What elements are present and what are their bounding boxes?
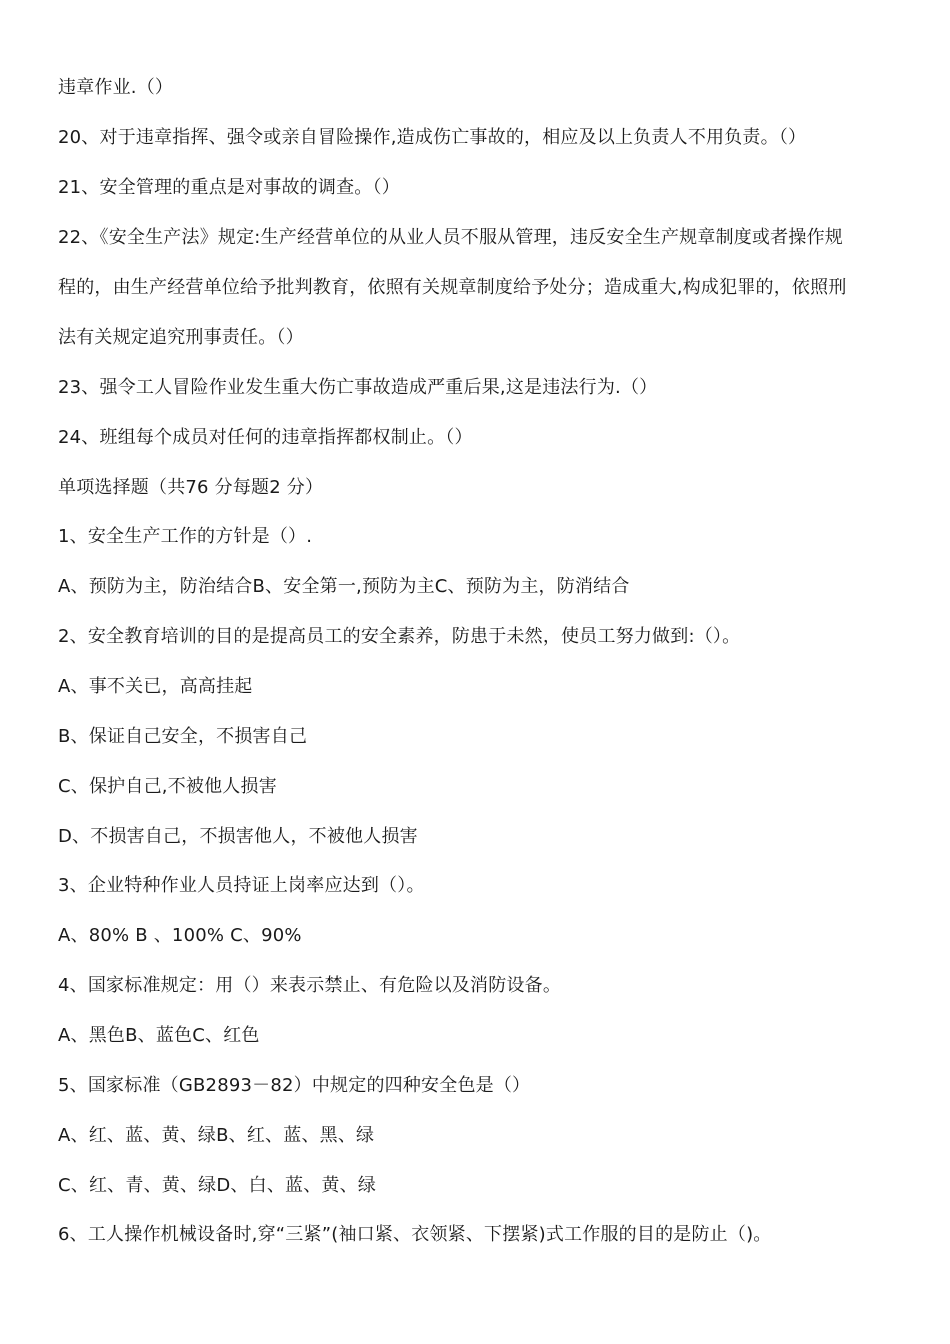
answer-options: A、黑色B、蓝色C、红色 <box>58 1025 260 1046</box>
answer-options: A、80% B 、100% C、90% <box>58 925 302 946</box>
answer-options: A、预防为主，防治结合B、安全第一,预防为主C、预防为主，防消结合 <box>58 576 630 597</box>
question-21: 21、安全管理的重点是对事故的调查。（） <box>58 177 400 198</box>
question-2: 2、安全教育培训的目的是提高员工的安全素养，防患于未然，使员工努力做到:（）。 <box>58 626 741 647</box>
question-6: 6、工人操作机械设备时,穿“三紧”(袖口紧、衣领紧、下摆紧)式工作服的目的是防止（)。 <box>58 1224 772 1245</box>
answer-options: C、红、青、黄、绿D、白、蓝、黄、绿 <box>58 1175 377 1196</box>
text-line: 违章作业.（） <box>58 77 174 98</box>
answer-option: C、保护自己,不被他人损害 <box>58 776 277 797</box>
question-23: 23、强令工人冒险作业发生重大伤亡事故造成严重后果,这是违法行为.（） <box>58 377 658 398</box>
question-22: 22、《安全生产法》规定:生产经营单位的从业人员不服从管理，违反安全生产规章制度或者操作规 <box>58 227 843 248</box>
answer-option: A、事不关已，高高挂起 <box>58 676 253 697</box>
question-5: 5、国家标准（GB2893－82）中规定的四种安全色是（） <box>58 1075 531 1096</box>
question-1: 1、安全生产工作的方针是（）. <box>58 526 313 547</box>
question-24: 24、班组每个成员对任何的违章指挥都权制止。（） <box>58 427 473 448</box>
answer-option: D、不损害自己，不损害他人，不被他人损害 <box>58 826 418 847</box>
section-heading: 单项选择题（共76 分每题2 分） <box>58 477 324 498</box>
text-line: 程的，由生产经营单位给予批判教育，依照有关规章制度给予处分；造成重大,构成犯罪的，依照刑 <box>58 277 847 298</box>
question-4: 4、国家标准规定：用（）来表示禁止、有危险以及消防设备。 <box>58 975 562 996</box>
text-line: 法有关规定追究刑事责任。（） <box>58 327 304 348</box>
question-3: 3、企业特种作业人员持证上岗率应达到（）。 <box>58 875 425 896</box>
answer-option: B、保证自己安全，不损害自己 <box>58 726 308 747</box>
answer-options: A、红、蓝、黄、绿B、红、蓝、黑、绿 <box>58 1125 375 1146</box>
question-20: 20、对于违章指挥、强令或亲自冒险操作,造成伤亡事故的，相应及以上负责人不用负责。（） <box>58 127 807 148</box>
